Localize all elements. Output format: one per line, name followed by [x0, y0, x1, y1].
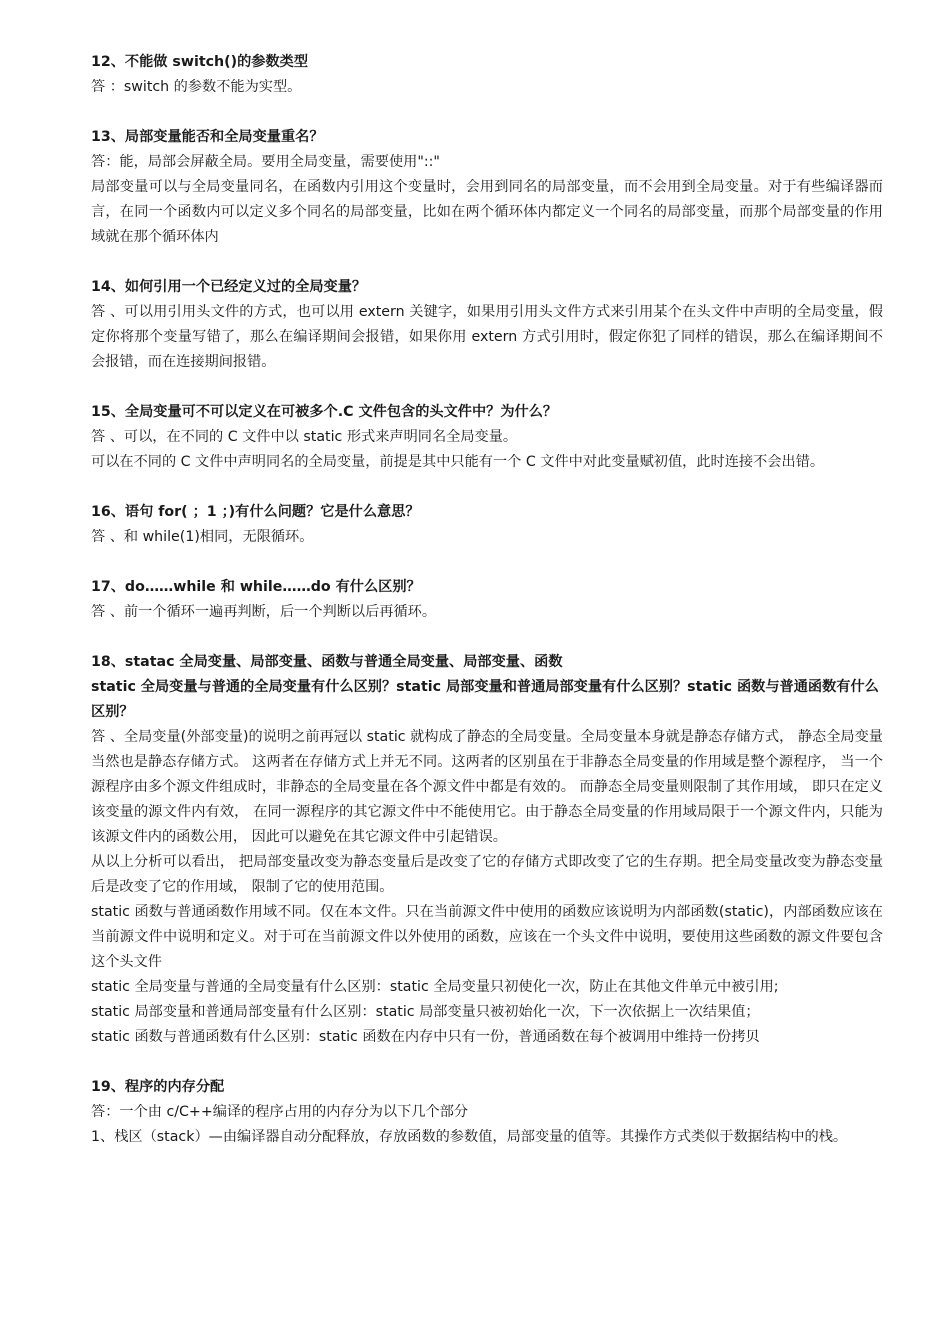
answer-paragraph: 可以在不同的 C 文件中声明同名的全局变量，前提是其中只能有一个 C 文件中对此变量赋初值，此时连接不会出错。	[91, 454, 825, 470]
question-section	[91, 50, 883, 100]
question-heading: 13、局部变量能否和全局变量重名？	[91, 129, 324, 145]
question-subheading: static 全局变量与普通的全局变量有什么区别？static 局部变量和普通局部变量有什么区别？static 函数与普通函数有什么区别？	[91, 679, 879, 720]
answer-paragraph: 答 、和 while(1)相同，无限循环。	[91, 529, 314, 545]
document-page	[91, 50, 883, 1175]
answer-paragraph: 答 、可以，在不同的 C 文件中以 static 形式来声明同名全局变量。	[91, 429, 518, 445]
answer-paragraph: 答 、可以用引用头文件的方式，也可以用 extern 关键字，如果用引用头文件方式来引用某个在头文件中声明的全局变量，假定你将那个变量写错了，那么在编译期间会报错，如果你用 extern 方式引用时，假定你犯了同样的错误，那么在编译期间不会报错，而在连接期间报错。	[91, 304, 883, 370]
question-heading: 12、不能做 switch()的参数类型	[91, 54, 309, 70]
question-section	[91, 500, 883, 550]
answer-paragraph: 答：一个由 c/C++编译的程序占用的内存分为以下几个部分	[91, 1104, 469, 1120]
question-section	[91, 1075, 883, 1150]
answer-paragraph: 答 、全局变量(外部变量)的说明之前再冠以 static 就构成了静态的全局变量。全局变量本身就是静态存储方式， 静态全局变量当然也是静态存储方式。 这两者在存储方式上并无不同。这两者的区别虽在于非静态全局变量的作用域是整个源程序， 当一个源程序由多个源文件组成时，非静态的全局变量在各个源文件中都是有效的。 而静态全局变量则限制了其作用域， 即只在定义该变量的源文件内有效， 在同一源程序的其它源文件中不能使用它。由于静态全局变量的作用域局限于一个源文件内，只能为该源文件内的函数公用， 因此可以避免在其它源文件中引起错误。	[91, 729, 883, 845]
answer-paragraph: 1、栈区（stack）—由编译器自动分配释放，存放函数的参数值，局部变量的值等。其操作方式类似于数据结构中的栈。	[91, 1129, 848, 1145]
question-section	[91, 125, 883, 250]
question-heading: 15、全局变量可不可以定义在可被多个.C 文件包含的头文件中？为什么？	[91, 404, 558, 420]
question-heading: 17、do……while 和 while……do 有什么区别？	[91, 579, 421, 595]
answer-paragraph: 从以上分析可以看出， 把局部变量改变为静态变量后是改变了它的存储方式即改变了它的生存期。把全局变量改变为静态变量后是改变了它的作用域， 限制了它的使用范围。	[91, 854, 883, 895]
question-heading: 19、程序的内存分配	[91, 1079, 225, 1095]
answer-paragraph: 答：能，局部会屏蔽全局。要用全局变量，需要使用"::"	[91, 154, 440, 170]
answer-paragraph: 答 ：switch 的参数不能为实型。	[91, 79, 302, 95]
answer-paragraph: static 全局变量与普通的全局变量有什么区别：static 全局变量只初使化一次，防止在其他文件单元中被引用;	[91, 979, 779, 995]
answer-paragraph: 局部变量可以与全局变量同名，在函数内引用这个变量时，会用到同名的局部变量，而不会用到全局变量。对于有些编译器而言，在同一个函数内可以定义多个同名的局部变量，比如在两个循环体内都定义一个同名的局部变量，而那个局部变量的作用域就在那个循环体内	[91, 179, 883, 245]
answer-paragraph: static 函数与普通函数作用域不同。仅在本文件。只在当前源文件中使用的函数应该说明为内部函数(static)，内部函数应该在当前源文件中说明和定义。对于可在当前源文件以外使用的函数，应该在一个头文件中说明，要使用这些函数的源文件要包含这个头文件	[91, 904, 883, 970]
question-heading: 18、statac 全局变量、局部变量、函数与普通全局变量、局部变量、函数	[91, 654, 563, 670]
question-section	[91, 400, 883, 475]
question-section	[91, 275, 883, 375]
answer-paragraph: static 函数与普通函数有什么区别：static 函数在内存中只有一份，普通函数在每个被调用中维持一份拷贝	[91, 1029, 760, 1045]
answer-paragraph: 答 、前一个循环一遍再判断，后一个判断以后再循环。	[91, 604, 437, 620]
question-heading: 16、语句 for( ；1 ；)有什么问题？它是什么意思？	[91, 504, 420, 520]
answer-paragraph: static 局部变量和普通局部变量有什么区别：static 局部变量只被初始化一次，下一次依据上一次结果值；	[91, 1004, 760, 1020]
question-heading: 14、如何引用一个已经定义过的全局变量？	[91, 279, 367, 295]
question-section	[91, 650, 883, 1050]
question-section	[91, 575, 883, 625]
